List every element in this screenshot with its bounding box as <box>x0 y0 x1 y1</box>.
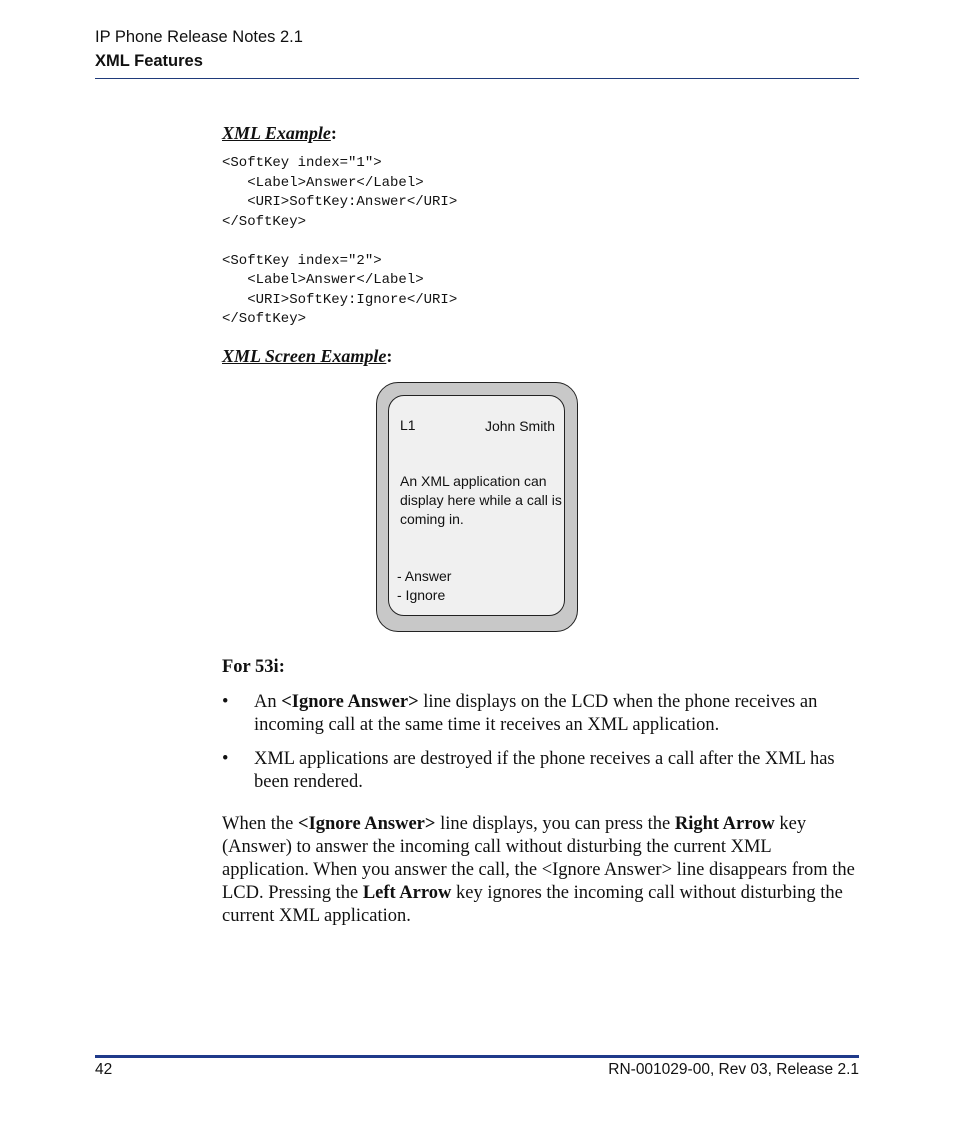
paragraph-text: key ignores the incoming call without disturbing the current XML application. <box>222 883 843 926</box>
list-item <box>222 748 862 794</box>
bullet-glyph: • <box>222 692 229 712</box>
xml-screen-example-heading-colon: : <box>386 345 393 366</box>
document-title: IP Phone Release Notes 2.1 <box>95 28 303 46</box>
lcd-message: An XML application can display here while a call is coming in. <box>400 473 562 527</box>
header-divider <box>95 78 859 79</box>
list-item <box>222 691 862 737</box>
page-header <box>95 27 859 71</box>
lcd-caller-name: John Smith <box>484 418 555 434</box>
paragraph-bold-right-arrow: Right Arrow <box>674 814 775 834</box>
document-id: RN-001029-00, Rev 03, Release 2.1 <box>608 1061 859 1078</box>
lcd-line-indicator: L1 <box>400 417 416 433</box>
for-53i-heading: For 53i: <box>222 657 285 677</box>
explanation-paragraph <box>222 813 862 928</box>
xml-screen-example-heading <box>222 345 862 367</box>
paragraph-text: key (Answer) to answer the incoming call without disturbing the current XML application. When you answer the call, the <Ignore Answer> line disappears from the LCD. Pressing the <box>222 814 855 903</box>
bullet-list <box>222 691 862 794</box>
main-content <box>222 122 862 367</box>
code-block-softkey-2: <SoftKey index="2"> <Label>Answer</Label> <URI>SoftKey:Ignore</URI> </SoftKey> <box>222 252 458 327</box>
code-block-softkey-1: <SoftKey index="1"> <Label>Answer</Label> <URI>SoftKey:Answer</URI> </SoftKey> <box>222 155 458 230</box>
footer-divider <box>95 1055 859 1058</box>
bullet-1-text: An <box>254 692 282 712</box>
bullet-glyph: • <box>222 749 229 769</box>
xml-screen-example-heading-text: XML Screen Example <box>222 345 387 366</box>
body-text <box>222 656 862 928</box>
bullet-2-text: XML applications are destroyed if the phone receives a call after the XML has been rendered. <box>254 749 835 792</box>
page-number: 42 <box>95 1061 113 1078</box>
paragraph-bold-ignore-answer: <Ignore Answer> <box>298 814 436 834</box>
section-title: XML Features <box>95 52 203 70</box>
xml-example-heading-colon: : <box>330 123 337 143</box>
lcd-softkey-answer: - Answer <box>397 568 452 584</box>
bullet-1-bold: <Ignore Answer> <box>281 692 419 712</box>
lcd-softkey-ignore: - Ignore <box>397 587 446 603</box>
bullet-1-text-rest: line displays on the LCD when the phone receives an incoming call at the same time it receives an XML application. <box>254 692 818 735</box>
phone-lcd-screen <box>388 395 565 616</box>
xml-example-heading-text: XML Example <box>222 123 331 143</box>
xml-example-heading <box>222 122 862 144</box>
paragraph-text: When the <box>222 814 299 834</box>
paragraph-text: line displays, you can press the <box>435 814 675 834</box>
paragraph-bold-left-arrow: Left Arrow <box>362 883 452 903</box>
